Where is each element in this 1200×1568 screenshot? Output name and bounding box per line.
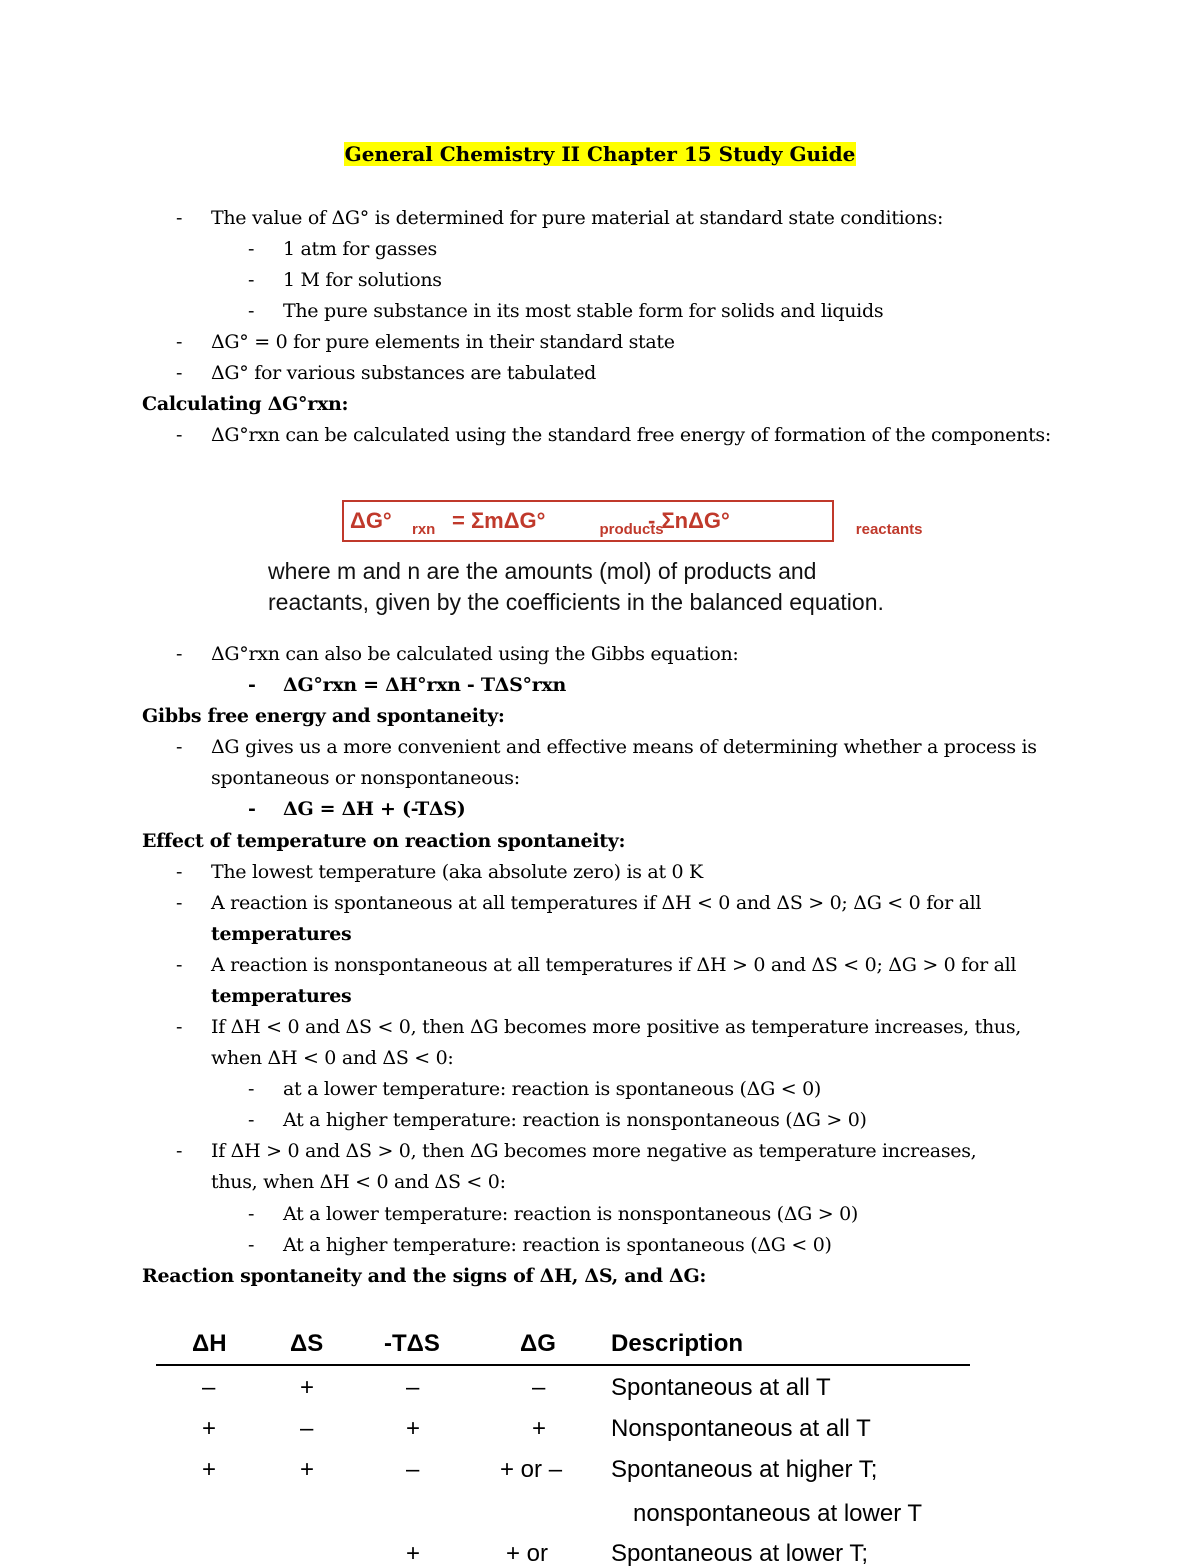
table-header-description: Description	[611, 1330, 744, 1357]
table-cell: nonspontaneous at lower T	[633, 1500, 923, 1527]
page-title: General Chemistry II Chapter 15 Study Guide	[344, 142, 856, 166]
formula-figure	[238, 478, 954, 628]
table-cell: –	[532, 1374, 546, 1401]
table-cell: Spontaneous at all T	[611, 1374, 831, 1401]
heading-calculating: Calculating ΔG°rxn:	[142, 393, 349, 415]
heading-signs: Reaction spontaneity and the signs of ΔH, ΔS, and ΔG:	[142, 1265, 707, 1287]
table-cell: +	[406, 1415, 421, 1442]
formula-equation-box: ΔG° $_{rxn}$ = ΣmΔG° $_{products}$ - ΣnΔG° $_{reactants}$	[342, 500, 834, 542]
table-header-dh: ΔH	[192, 1330, 227, 1357]
table-cell: +	[202, 1456, 217, 1483]
table-cell: + or	[506, 1540, 549, 1567]
table-cell: –	[300, 1415, 314, 1442]
table-cell: +	[300, 1456, 315, 1483]
table-header-tds: -TΔS	[384, 1330, 440, 1357]
table-header-dg: ΔG	[520, 1330, 556, 1357]
table-cell: +	[406, 1540, 421, 1567]
table-cell: –	[202, 1374, 216, 1401]
table-cell: +	[202, 1415, 217, 1442]
table-cell: Nonspontaneous at all T	[611, 1415, 871, 1442]
formula-note: where m and n are the amounts (mol) of products and reactants, given by the coefficients in the balanced equation.	[268, 558, 884, 615]
table-cell: –	[406, 1456, 420, 1483]
table-cell: +	[532, 1415, 547, 1442]
table-header-rule	[156, 1364, 970, 1366]
table-cell: –	[406, 1374, 420, 1401]
table-cell: +	[300, 1374, 315, 1401]
table-cell: Spontaneous at higher T;	[611, 1456, 878, 1483]
heading-gibbs-spontaneity: Gibbs free energy and spontaneity:	[142, 705, 505, 727]
table-cell: + or –	[500, 1456, 563, 1483]
table-cell: Spontaneous at lower T;	[611, 1540, 869, 1567]
table-header-ds: ΔS	[290, 1330, 324, 1357]
heading-temperature-effect: Effect of temperature on reaction spontaneity:	[142, 830, 626, 852]
document-page: General Chemistry II Chapter 15 Study Guide - The value of ΔG° is determined for pure material at standard state conditions: - 1 atm for gasses - 1 M for solutions - The pure substance in its most stable form for solids and liquids - ΔG° = 0 for pure elements in their standard state - ΔG° for various substances are tabulated Calculating ΔG°rxn: - ΔG°rxn can be calculated using the standard free energy of formation of the components: ΔG° $_{rxn}$ = ΣmΔG° $_{products}$ - ΣnΔG° $_{reactants}$ where m and n are the amounts (mol) of products and reactants, given by the coefficients in the balanced equation. - ΔG°rxn can also be calculated using the Gibbs equation: - ΔG°rxn = ΔH°rxn - TΔS°rxn Gibbs free energy and spontaneity: - ΔG gives us a more convenient and effective means of determining whether a process is spontaneous or nonspontaneous: - ΔG = ΔH + (-TΔS) Effect of temperature on reaction spontaneity: - The lowest temperature (aka absolute zero) is at 0 K - A reaction is spontaneous at all temperatures if ΔH < 0 and ΔS > 0; ΔG < 0 for all temperatures - A reaction is nonspontaneous at all temperatures if ΔH > 0 and ΔS < 0; ΔG > 0 for all temperatures - If ΔH < 0 and ΔS < 0, then ΔG becomes more positive as temperature increases, thus, when ΔH < 0 and ΔS < 0: - at a lower temperature: reaction is spontaneous (ΔG < 0) - At a higher temperature: reaction is nonspontaneous (ΔG > 0) - If ΔH > 0 and ΔS > 0, then ΔG becomes more negative as temperature increases, thus, when ΔH < 0 and ΔS < 0: - At a lower temperature: reaction is nonspontaneous (ΔG > 0) - At a higher temperature: reaction is spontaneous (ΔG < 0) Reaction spontaneity and the signs of ΔH, ΔS, and ΔG: ΔH ΔS -TΔS ΔG Description – + – – Spontaneous at all T + – + + Nonspontaneous at all T + + – + or – Spontaneous at higher T; nonspontaneous at lower T + + or Spontaneous at lower T;	[0, 0, 1200, 1553]
